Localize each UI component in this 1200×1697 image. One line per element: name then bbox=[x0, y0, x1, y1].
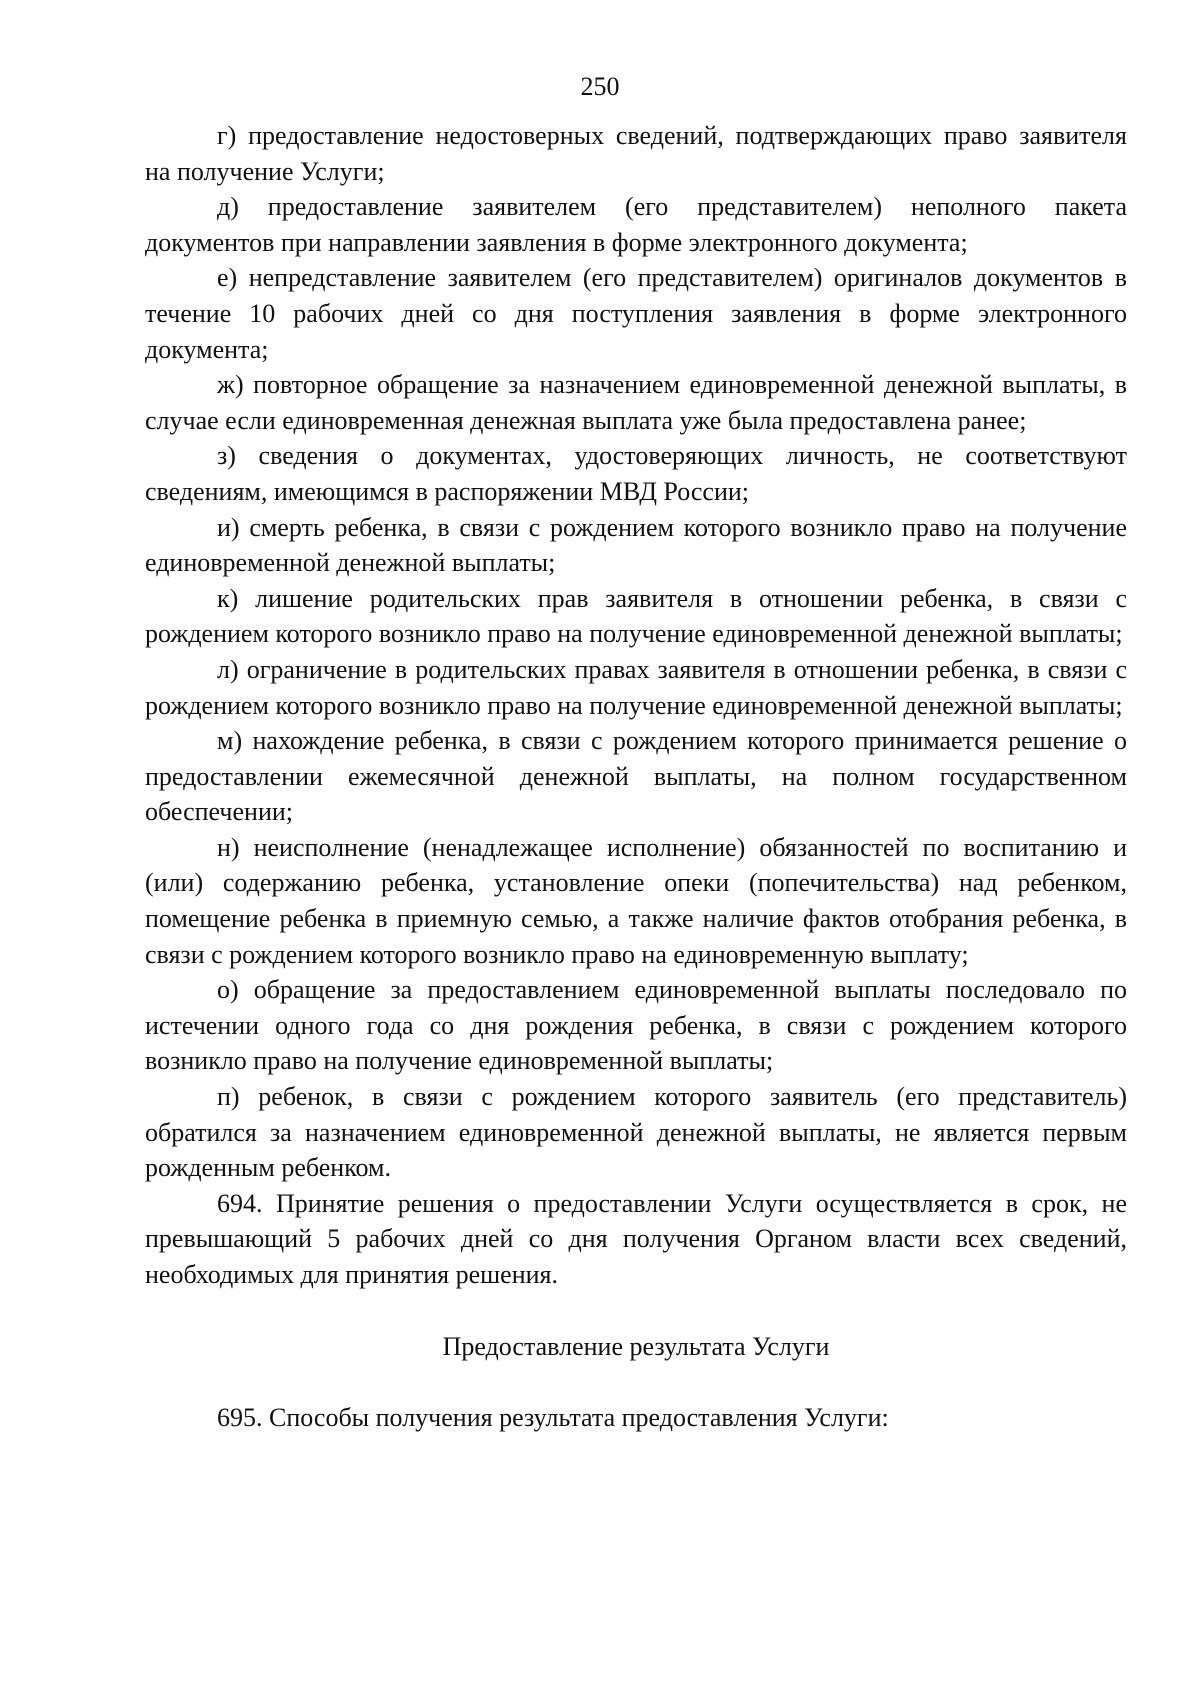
paragraph-i: и) смерть ребенка, в связи с рождением которого возникло право на получение единовременной денежной выплаты; bbox=[145, 512, 1127, 578]
paragraph-694: 694. Принятие решения о предоставлении Услуги осуществляется в срок, не превышающий 5 рабочих дней со дня получения Органом власти всех сведений, необходимых для принятия решения. bbox=[145, 1188, 1127, 1289]
paragraph-k: к) лишение родительских прав заявителя в отношении ребенка, в связи с рождением которого возникло право на получение единовременной денежной выплаты; bbox=[145, 583, 1127, 649]
paragraph-o: о) обращение за предоставлением единовременной выплаты последовало по истечении одного года со дня рождения ребенка, в связи с рождением которого возникло право на получение единовременной выплаты; bbox=[145, 975, 1127, 1076]
paragraph-m: м) нахождение ребенка, в связи с рождением которого принимается решение о предоставлении ежемесячной денежной выплаты, на полном государственном обеспечении; bbox=[145, 726, 1127, 827]
document-body bbox=[145, 118, 1127, 1436]
paragraph-n: н) неисполнение (ненадлежащее исполнение) обязанностей по воспитанию и (или) содержанию ребенка, установление опеки (попечительства) над ребенком, помещение ребенка в приемную семью, а также наличие фактов отобрания ребенка, в связи с рождением которого возникло право на единовременную выплату; bbox=[145, 832, 1127, 969]
paragraph-g: г) предоставление недостоверных сведений, подтверждающих право заявителя на получение Услуги; bbox=[145, 121, 1127, 186]
paragraph-p: п) ребенок, в связи с рождением которого заявитель (его представитель) обратился за назначением единовременной денежной выплаты, не является первым рожденным ребенком. bbox=[145, 1082, 1127, 1183]
paragraph-e: е) непредставление заявителем (его представителем) оригиналов документов в течение 10 рабочих дней со дня поступления заявления в форме электронного документа; bbox=[145, 263, 1127, 364]
page-number: 250 bbox=[580, 72, 620, 101]
paragraph-z: з) сведения о документах, удостоверяющих личность, не соответствуют сведениям, имеющимся в распоряжении МВД России; bbox=[145, 441, 1127, 506]
section-heading: Предоставление результата Услуги bbox=[442, 1331, 830, 1361]
paragraph-d: д) предоставление заявителем (его представителем) неполного пакета документов при направлении заявления в форме электронного документа; bbox=[145, 192, 1127, 257]
paragraph-l: л) ограничение в родительских правах заявителя в отношении ребенка, в связи с рождением которого возникло право на получение единовременной денежной выплаты; bbox=[145, 654, 1127, 720]
paragraph-695: 695. Способы получения результата предоставления Услуги: bbox=[217, 1403, 889, 1433]
paragraph-zh: ж) повторное обращение за назначением единовременной денежной выплаты, в случае если единовременная денежная выплата уже была предоставлена ранее; bbox=[145, 370, 1127, 435]
